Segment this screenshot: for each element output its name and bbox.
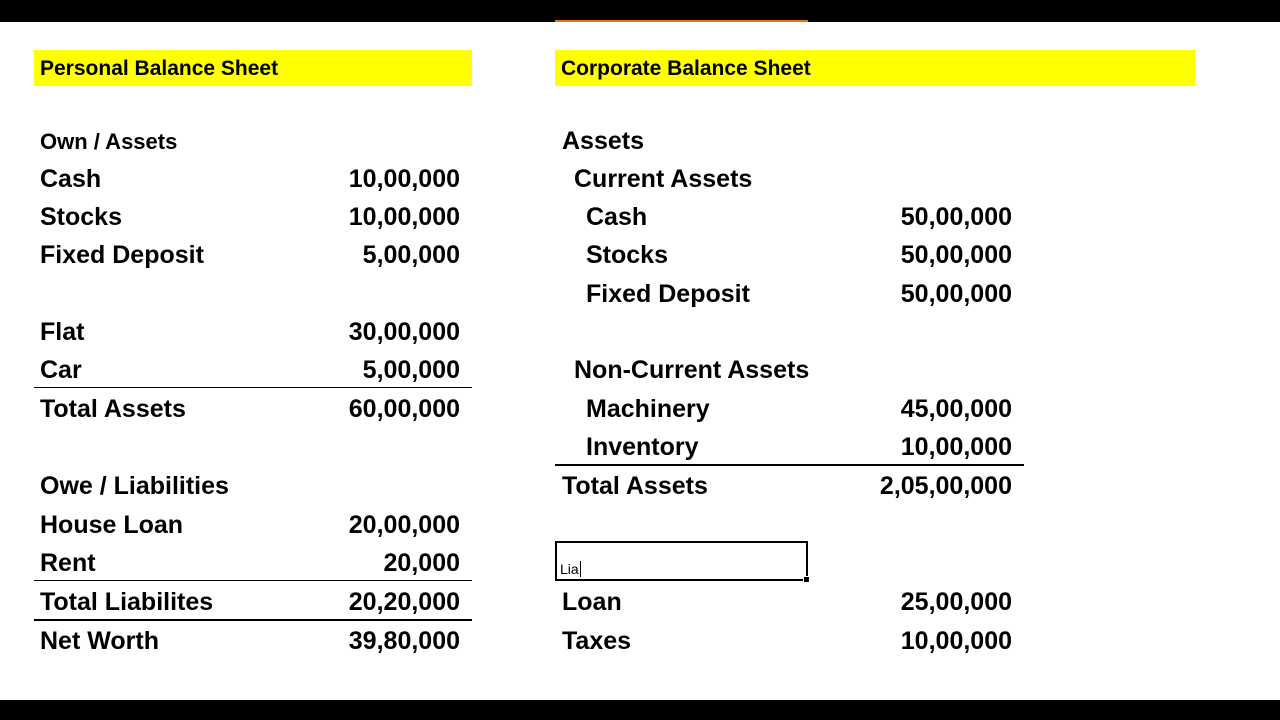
personal-asset-label[interactable]: Stocks: [40, 203, 122, 231]
corporate-assets-header[interactable]: Assets: [562, 127, 644, 155]
personal-asset-value[interactable]: 10,00,000: [348, 165, 460, 193]
corporate-current-asset-label[interactable]: Stocks: [586, 241, 668, 269]
personal-asset-label[interactable]: Fixed Deposit: [40, 241, 204, 269]
corporate-current-asset-label[interactable]: Cash: [586, 203, 648, 231]
corporate-noncurrent-assets-header[interactable]: Non-Current Assets: [574, 356, 810, 384]
corporate-liability-label[interactable]: Taxes: [562, 627, 632, 655]
corporate-total-assets-label[interactable]: Total Assets: [562, 472, 708, 500]
corporate-noncurrent-asset-value[interactable]: 45,00,000: [900, 395, 1012, 423]
corporate-liability-label[interactable]: Loan: [562, 588, 622, 616]
personal-total-liabilities-label[interactable]: Total Liabilites: [40, 588, 214, 616]
personal-total-assets-label[interactable]: Total Assets: [40, 395, 186, 423]
personal-liability-value[interactable]: 20,00,000: [348, 511, 460, 539]
personal-liability-label[interactable]: Rent: [40, 549, 96, 577]
corporate-total-assets-value[interactable]: 2,05,00,000: [879, 472, 1012, 500]
active-cell-indicator: [555, 20, 808, 22]
active-cell-editor[interactable]: [555, 541, 808, 581]
cell-border: [34, 619, 472, 621]
corporate-title[interactable]: Corporate Balance Sheet: [555, 50, 1195, 86]
text-caret: [580, 561, 581, 577]
personal-liabilities-header[interactable]: Owe / Liabilities: [40, 472, 229, 500]
fill-handle[interactable]: [803, 576, 810, 583]
personal-total-liabilities-value[interactable]: 20,20,000: [348, 588, 460, 616]
corporate-liability-value[interactable]: 10,00,000: [900, 627, 1012, 655]
personal-asset-value[interactable]: 5,00,000: [362, 356, 460, 384]
personal-title[interactable]: Personal Balance Sheet: [34, 50, 472, 86]
cell-border: [34, 580, 472, 581]
corporate-current-asset-value[interactable]: 50,00,000: [900, 241, 1012, 269]
corporate-current-assets-header[interactable]: Current Assets: [574, 165, 753, 193]
personal-total-assets-value[interactable]: 60,00,000: [348, 395, 460, 423]
bottom-bar: [0, 700, 1280, 720]
corporate-current-asset-value[interactable]: 50,00,000: [900, 280, 1012, 308]
cell-border: [555, 464, 1024, 466]
corporate-current-asset-label[interactable]: Fixed Deposit: [586, 280, 750, 308]
personal-asset-label[interactable]: Flat: [40, 318, 85, 346]
personal-liability-value[interactable]: 20,000: [383, 549, 460, 577]
cell-border: [34, 387, 472, 388]
corporate-noncurrent-asset-label[interactable]: Inventory: [586, 433, 699, 461]
personal-asset-value[interactable]: 10,00,000: [348, 203, 460, 231]
personal-net-worth-value[interactable]: 39,80,000: [348, 627, 460, 655]
personal-asset-label[interactable]: Car: [40, 356, 82, 384]
personal-liability-label[interactable]: House Loan: [40, 511, 184, 539]
personal-asset-value[interactable]: 5,00,000: [362, 241, 460, 269]
personal-asset-label[interactable]: Cash: [40, 165, 102, 193]
top-bar: [0, 0, 1280, 22]
personal-asset-value[interactable]: 30,00,000: [348, 318, 460, 346]
corporate-noncurrent-asset-value[interactable]: 10,00,000: [900, 433, 1012, 461]
personal-net-worth-label[interactable]: Net Worth: [40, 627, 159, 655]
corporate-current-asset-value[interactable]: 50,00,000: [900, 203, 1012, 231]
active-cell-text[interactable]: Lia: [560, 561, 579, 577]
personal-assets-header[interactable]: Own / Assets: [40, 129, 178, 154]
corporate-noncurrent-asset-label[interactable]: Machinery: [586, 395, 710, 423]
corporate-liability-value[interactable]: 25,00,000: [900, 588, 1012, 616]
